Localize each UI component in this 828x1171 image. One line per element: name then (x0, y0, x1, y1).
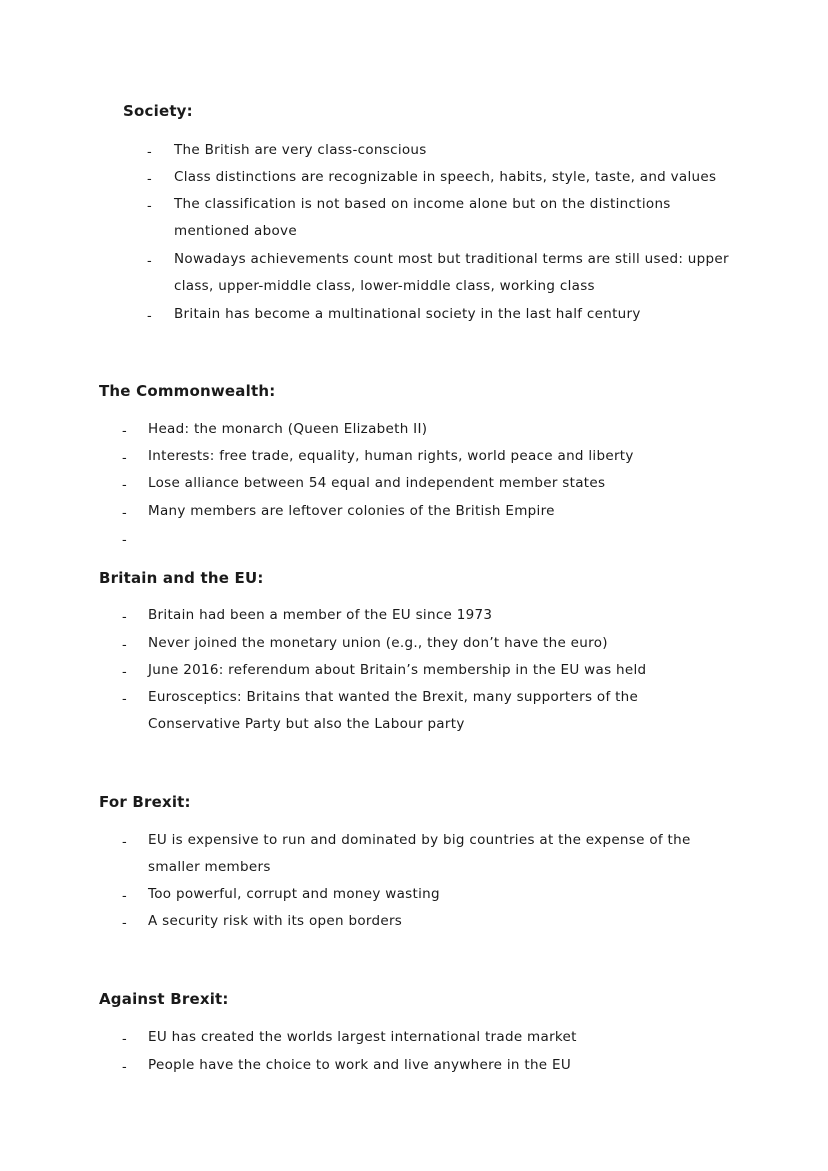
bullet-dash: - (122, 533, 127, 548)
heading-commonwealth: The Commonwealth: (99, 382, 276, 400)
list-item: Interests: free trade, equality, human rights, world peace and liberty (148, 448, 634, 464)
bullet-dash: - (122, 638, 127, 653)
bullet-dash: - (147, 309, 152, 324)
list-item-continuation: smaller members (148, 859, 271, 875)
bullet-dash: - (122, 889, 127, 904)
bullet-dash: - (122, 1032, 127, 1047)
heading-against-brexit: Against Brexit: (99, 990, 229, 1008)
bullet-dash: - (147, 145, 152, 160)
list-item: Eurosceptics: Britains that wanted the Brexit, many supporters of the (148, 689, 639, 705)
bullet-dash: - (122, 835, 127, 850)
heading-society: Society: (123, 102, 193, 120)
bullet-dash: - (147, 172, 152, 187)
list-item: Many members are leftover colonies of the British Empire (148, 503, 555, 519)
list-item: Class distinctions are recognizable in speech, habits, style, taste, and values (174, 169, 717, 185)
list-item: The classification is not based on income alone but on the distinctions (174, 196, 671, 212)
list-item: Too powerful, corrupt and money wasting (148, 886, 440, 902)
list-item: Britain had been a member of the EU since 1973 (148, 607, 493, 623)
list-item: EU is expensive to run and dominated by big countries at the expense of the (148, 832, 691, 848)
list-item: Lose alliance between 54 equal and independent member states (148, 475, 606, 491)
list-item: Nowadays achievements count most but traditional terms are still used: upper (174, 251, 729, 267)
bullet-dash: - (122, 692, 127, 707)
bullet-dash: - (122, 916, 127, 931)
list-item: Head: the monarch (Queen Elizabeth II) (148, 421, 428, 437)
bullet-dash: - (122, 506, 127, 521)
bullet-dash: - (122, 665, 127, 680)
list-item: June 2016: referendum about Britain’s membership in the EU was held (148, 662, 647, 678)
list-item: A security risk with its open borders (148, 913, 403, 929)
list-item: People have the choice to work and live anywhere in the EU (148, 1057, 572, 1073)
list-item-continuation: class, upper-middle class, lower-middle class, working class (174, 278, 595, 294)
heading-for-brexit: For Brexit: (99, 793, 191, 811)
list-item: EU has created the worlds largest international trade market (148, 1029, 577, 1045)
bullet-dash: - (122, 478, 127, 493)
heading-britain-eu: Britain and the EU: (99, 569, 264, 587)
bullet-dash: - (147, 199, 152, 214)
bullet-dash: - (147, 254, 152, 269)
bullet-dash: - (122, 1060, 127, 1075)
list-item-continuation: Conservative Party but also the Labour party (148, 716, 465, 732)
list-item: Britain has become a multinational society in the last half century (174, 306, 641, 322)
bullet-dash: - (122, 610, 127, 625)
bullet-dash: - (122, 451, 127, 466)
list-item: Never joined the monetary union (e.g., they don’t have the euro) (148, 635, 608, 651)
list-item-continuation: mentioned above (174, 223, 297, 239)
bullet-dash: - (122, 424, 127, 439)
list-item: The British are very class-conscious (174, 142, 427, 158)
